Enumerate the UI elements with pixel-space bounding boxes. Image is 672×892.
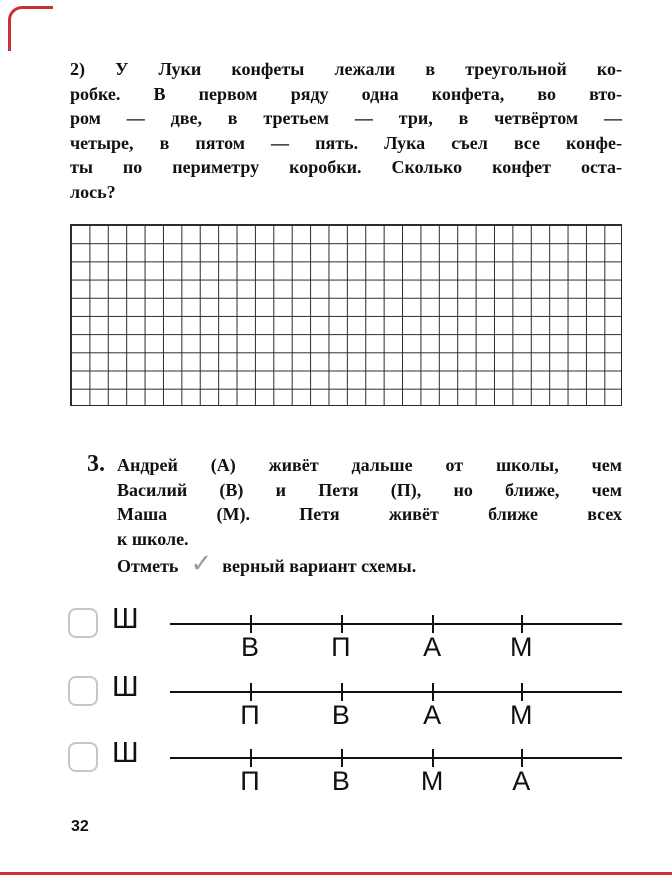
task3-line: к школе. (117, 528, 189, 549)
point-label: П (331, 632, 351, 662)
point-label: А (512, 766, 531, 796)
tick-mark (521, 683, 523, 701)
number-line (170, 757, 622, 759)
option-2-checkbox[interactable] (68, 676, 98, 706)
task2-line: 2) У Луки конфеты лежали в треугольной ко- (70, 59, 622, 79)
tick-mark (432, 683, 434, 701)
point-labels (170, 766, 622, 798)
number-line (170, 623, 622, 625)
point-labels (170, 700, 622, 732)
tick-mark (341, 683, 343, 701)
point-label: М (509, 700, 533, 730)
page-frame-corner (8, 6, 53, 51)
prompt-after: верный вариант схемы. (222, 555, 417, 576)
point-label: В (331, 700, 350, 730)
tick-mark (250, 615, 252, 633)
school-label: Ш (112, 603, 139, 635)
task2-line: робке. В первом ряду одна конфета, во вто- (70, 83, 622, 104)
tick-mark (432, 749, 434, 767)
task2-line: ром — две, в третьем — три, в четвёртом — (70, 108, 622, 129)
number-line (170, 691, 622, 693)
point-label: М (509, 632, 533, 662)
tick-mark (521, 749, 523, 767)
point-label: А (423, 632, 442, 662)
tick-mark (521, 615, 523, 633)
task3-line: Маша (М). Петя живёт ближе всех (117, 504, 622, 525)
point-label: П (240, 700, 260, 730)
task2-paragraph (70, 57, 622, 205)
task3-prompt (117, 551, 416, 581)
option-1-checkbox[interactable] (68, 608, 98, 638)
answer-option-3 (68, 738, 624, 800)
prompt-before: Отметь (117, 555, 179, 576)
task2-line: ты по периметру коробки. Сколько конфет оста- (70, 157, 622, 178)
working-grid (70, 224, 622, 406)
answer-option-1 (68, 604, 624, 666)
check-mark-icon: ✓ (190, 549, 213, 578)
tick-mark (341, 749, 343, 767)
task3-paragraph (117, 453, 622, 551)
point-label: А (423, 700, 442, 730)
task3-line: Василий (В) и Петя (П), но ближе, чем (117, 479, 622, 500)
point-label: М (420, 766, 444, 796)
school-label: Ш (112, 671, 139, 703)
answer-option-2 (68, 672, 624, 734)
tick-mark (341, 615, 343, 633)
task3-line: Андрей (А) живёт дальше от школы, чем (117, 455, 622, 475)
task3-number: 3. (87, 451, 105, 477)
option-3-checkbox[interactable] (68, 742, 98, 772)
tick-mark (250, 749, 252, 767)
point-label: В (331, 766, 350, 796)
point-label: П (240, 766, 260, 796)
task2-line: четыре, в пятом — пять. Лука съел все конфе- (70, 132, 622, 153)
school-label: Ш (112, 737, 139, 769)
tick-mark (250, 683, 252, 701)
tick-mark (432, 615, 434, 633)
page-frame-bottom-line (0, 872, 672, 875)
page-number: 32 (71, 818, 89, 835)
task2-line: лось? (70, 181, 116, 202)
point-labels (170, 632, 622, 664)
point-label: В (240, 632, 260, 662)
